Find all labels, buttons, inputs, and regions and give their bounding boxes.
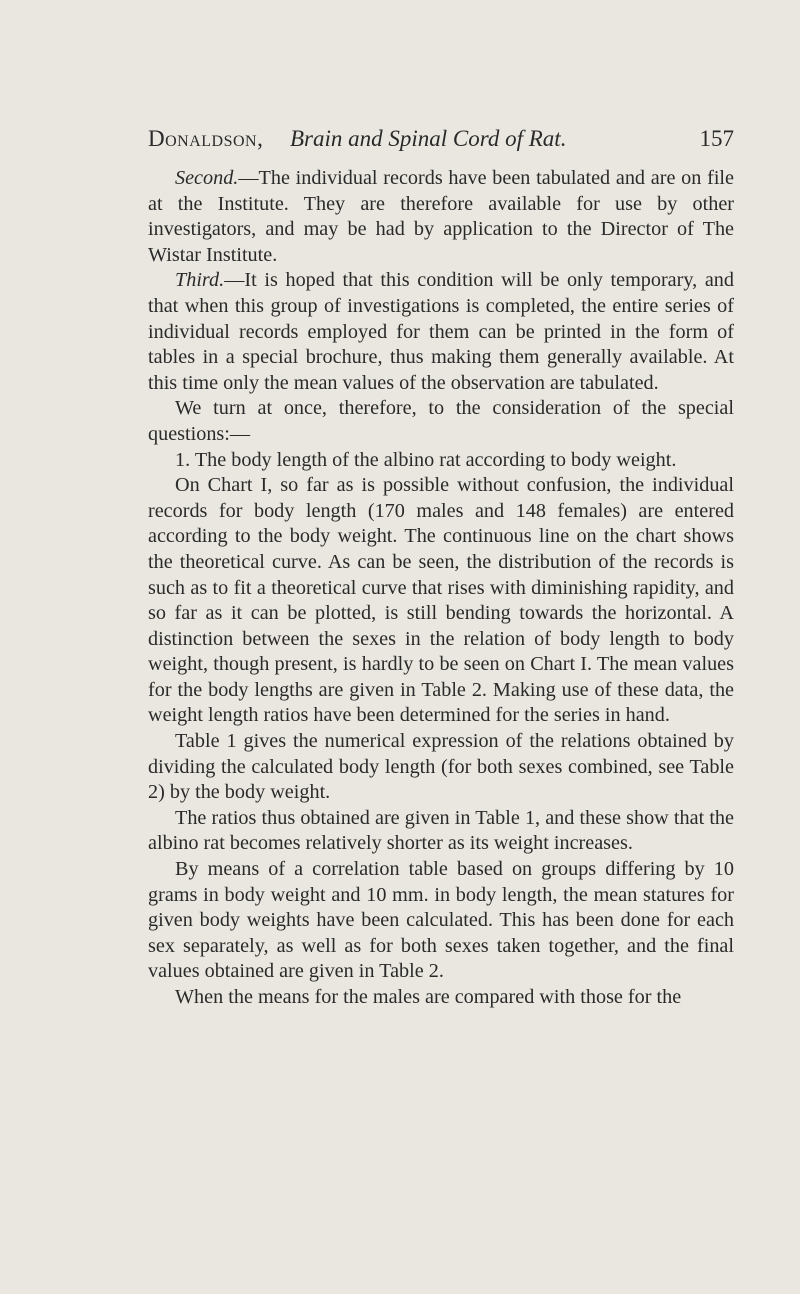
paragraph-lead: Third. bbox=[175, 269, 225, 292]
paragraph-text: The ratios thus obtained are given in Table 1, and these show that the albino rat becomes relatively shorter as its weight increases. bbox=[148, 806, 734, 855]
body-text bbox=[148, 166, 734, 1011]
paragraph-text: When the means for the males are compared with those for the bbox=[175, 986, 682, 1008]
paragraph-correlation bbox=[148, 857, 734, 985]
paragraph-third bbox=[148, 268, 734, 396]
paragraph-text: —The individual records have been tabulated and are on file at the Institute. They are therefore available for use by other investigators, and may be had by application to the Director of The Wistar Institute. bbox=[148, 167, 734, 266]
paragraph-ratios bbox=[148, 806, 734, 857]
paragraph-question-1 bbox=[148, 448, 734, 474]
paragraph-text: We turn at once, therefore, to the consideration of the special questions:— bbox=[148, 397, 734, 445]
paragraph-comparison bbox=[148, 985, 734, 1011]
paragraph-text: By means of a correlation table based on groups differing by 10 grams in body weight and 10 mm. in body length, the mean statures for given body weights have been calculated. This has been done for each sex separately, as well as for both sexes taken together, and the final values obtained are given in Table 2. bbox=[148, 858, 734, 983]
running-head-author: Donaldson, bbox=[148, 126, 264, 151]
running-head-title: Brain and Spinal Cord of Rat. bbox=[290, 126, 567, 151]
paragraph-text: On Chart I, so far as is possible without confusion, the individual records for body length (170 males and 148 females) are entered according to the body weight. The continuous line on the chart shows the theoretical curve. As can be seen, the distribution of the records is such as to fit a theoretical curve that rises with diminishing rapidity, and so far as it can be plotted, is still bending towards the horizontal. A distinction between the sexes in the relation of body length to body weight, though present, is hardly to be seen on Chart I. The mean values for the body lengths are given in Table 2. Making use of these data, the weight length ratios have been determined for the series in hand. bbox=[148, 474, 734, 727]
paragraph-lead: Second. bbox=[175, 167, 239, 189]
paragraph-second bbox=[148, 166, 734, 268]
paragraph-table-1 bbox=[148, 729, 734, 806]
paragraph-text: 1. The body length of the albino rat according to body weight. bbox=[175, 448, 677, 471]
paragraph-text: —It is hoped that this condition will be only temporary, and that when this group of investigations is completed, the entire series of individual records employed for them can be printed in the form of tables in a special brochure, thus making them generally available. At this time only the mean values of the observation are tabulated. bbox=[148, 269, 734, 394]
paragraph-chart-discussion bbox=[148, 473, 734, 729]
running-head bbox=[148, 126, 734, 166]
paragraph-text: Table 1 gives the numerical expression of the relations obtained by dividing the calculated body length (for both sexes combined, see Table 2) by the body weight. bbox=[148, 730, 734, 804]
paragraph-transition bbox=[148, 396, 734, 447]
page-number: 157 bbox=[699, 126, 734, 151]
